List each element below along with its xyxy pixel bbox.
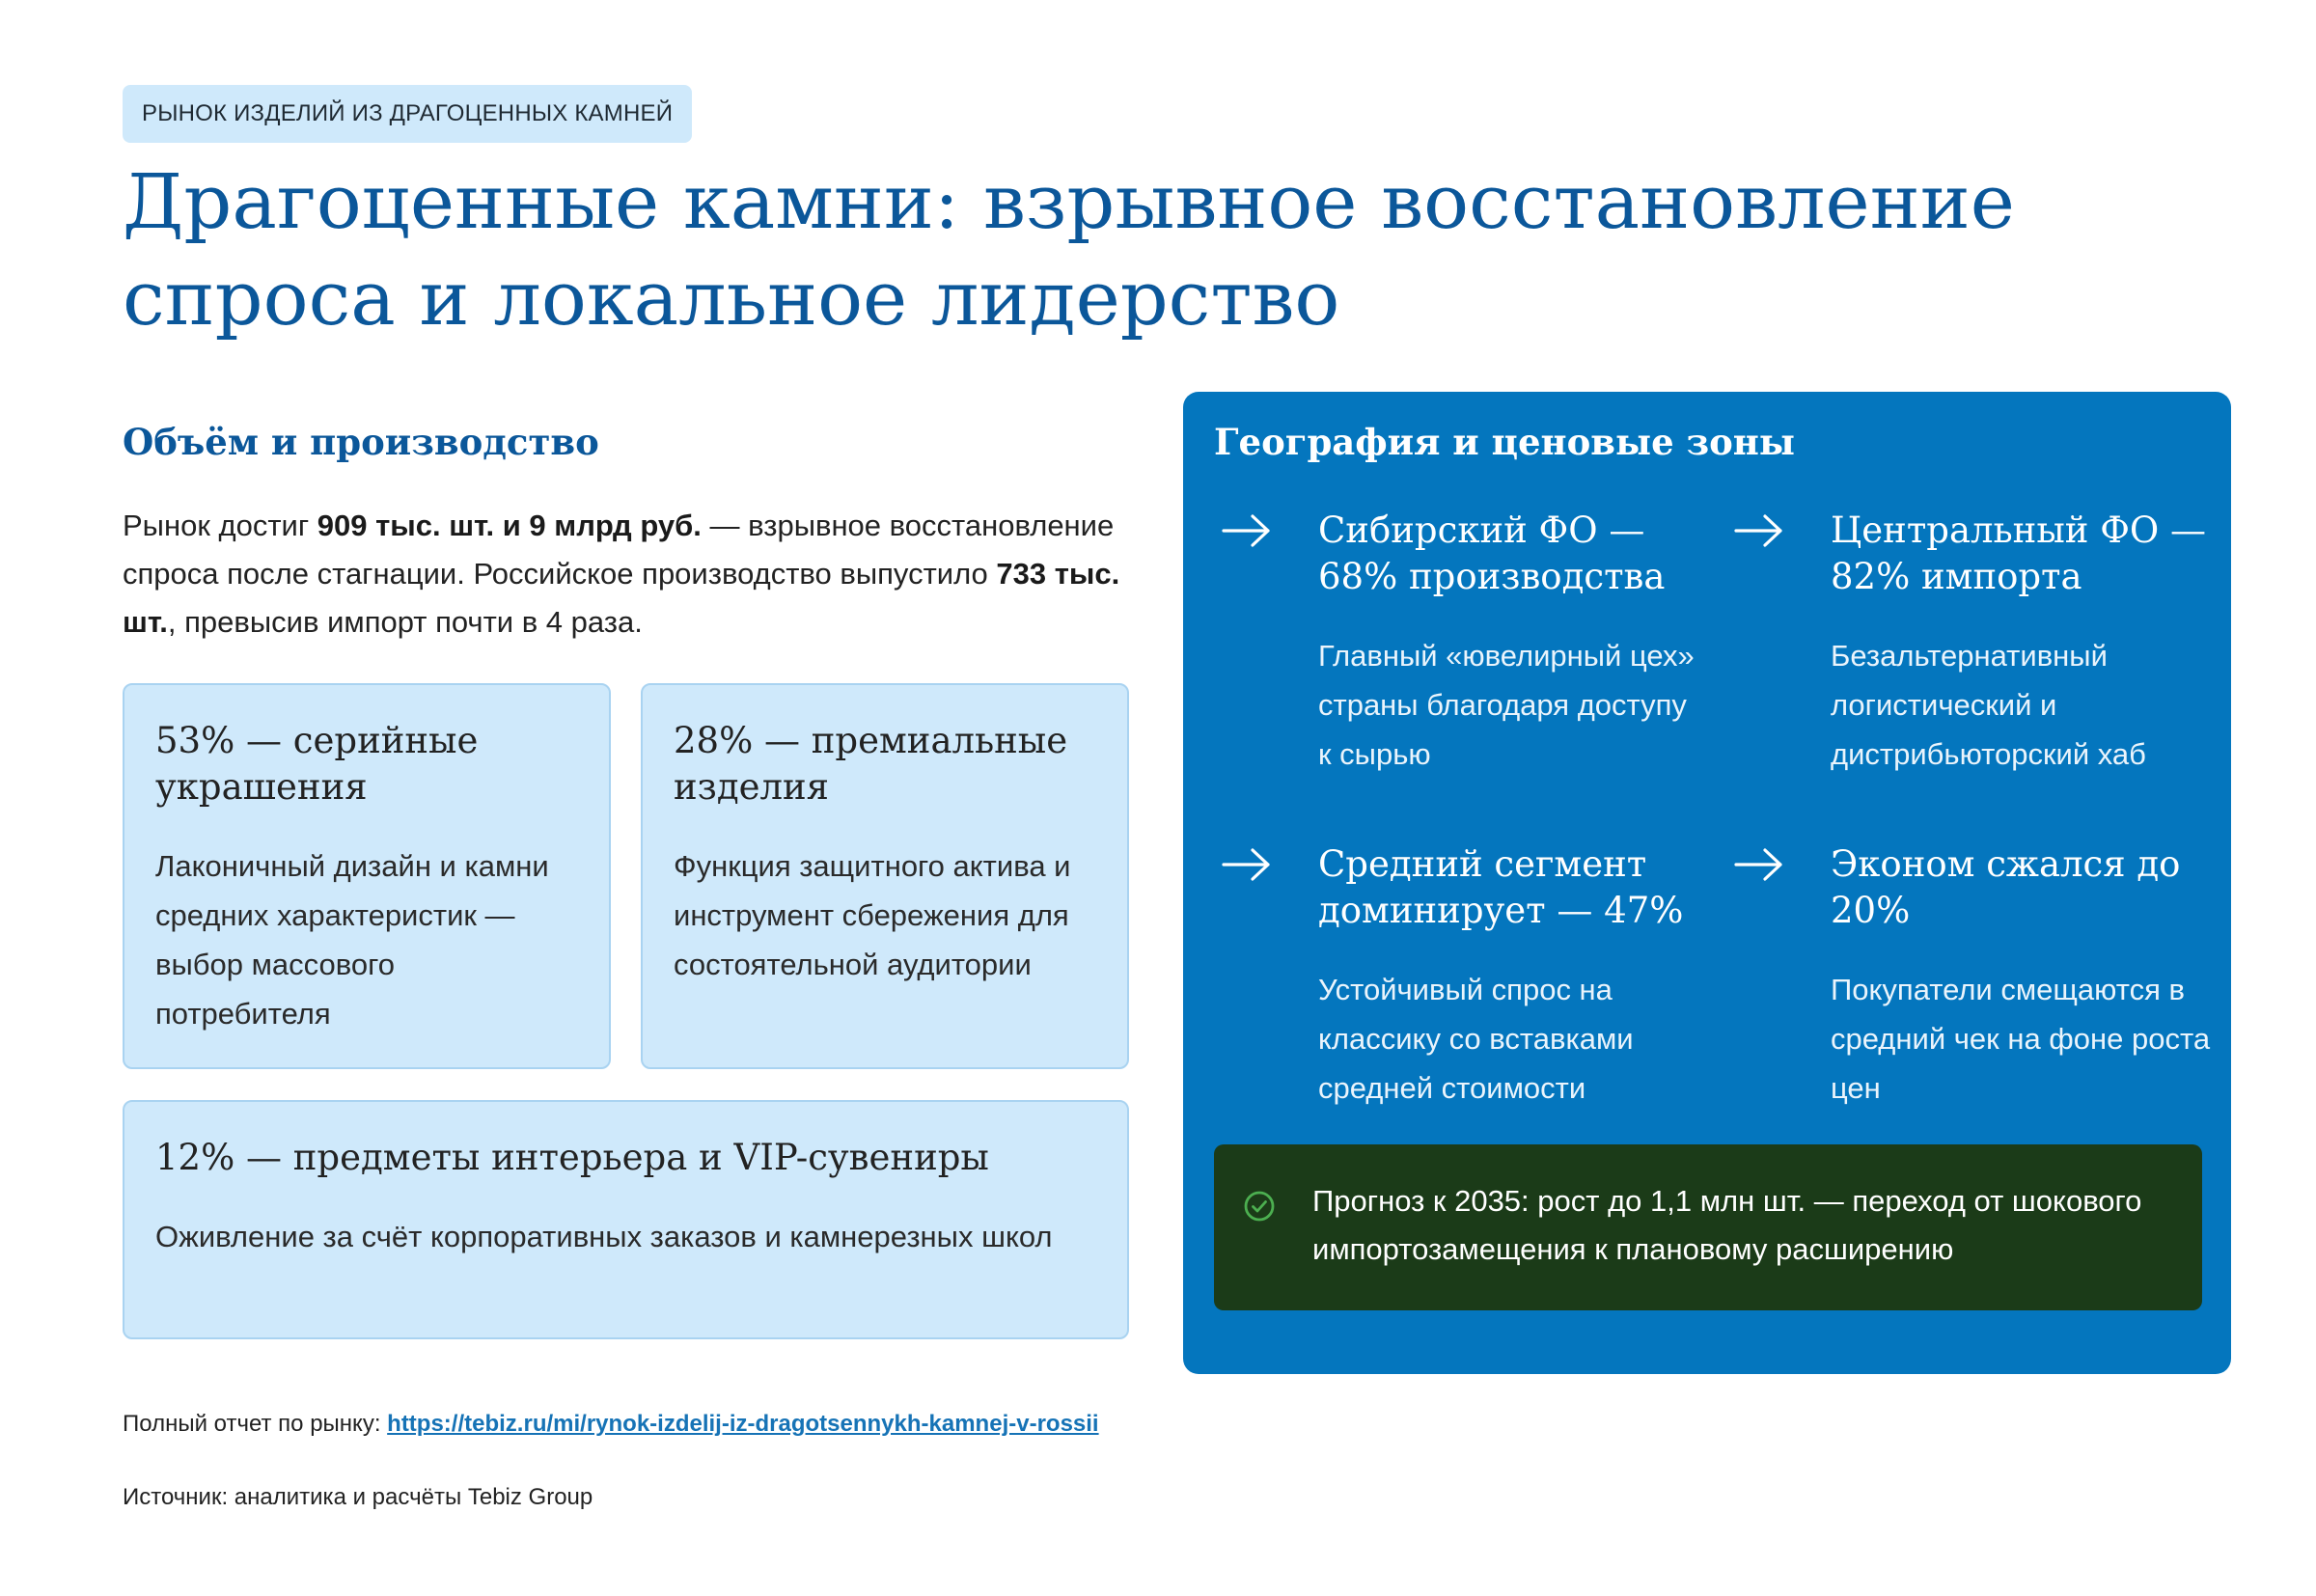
zone-text: Покупатели смещаются в средний чек на фоне роста цен bbox=[1831, 973, 2211, 1105]
zone-text: Устойчивый спрос на классику со вставками средней стоимости bbox=[1318, 973, 1634, 1105]
intro-paragraph bbox=[123, 502, 1145, 647]
arrow-right-icon bbox=[1732, 511, 1786, 550]
zone-text: Главный «ювелирный цех» страны благодаря доступу к сырью bbox=[1318, 639, 1695, 771]
section-tag: РЫНОК ИЗДЕЛИЙ ИЗ ДРАГОЦЕННЫХ КАМНЕЙ bbox=[123, 85, 692, 143]
arrow-right-icon bbox=[1732, 845, 1786, 884]
arrow-right-icon bbox=[1220, 511, 1274, 550]
full-report-label: Полный отчет по рынку: bbox=[123, 1411, 388, 1437]
segment-card-title: 53% — серийные украшения bbox=[155, 720, 479, 808]
page-title-line-1: Драгоценные камни: взрывное восстановление bbox=[123, 159, 2015, 246]
intro-highlight-production: 733 тыс. шт. bbox=[123, 557, 1120, 639]
segment-card-text: Лаконичный дизайн и камни средних характеристик — выбор массового потребителя bbox=[155, 849, 549, 1031]
segment-card-text: Функция защитного актива и инструмент сбережения для состоятельной аудитории bbox=[674, 849, 1071, 981]
zone-title: Средний сегмент доминирует — 47% bbox=[1318, 843, 1684, 931]
forecast-text: Прогноз к 2035: рост до 1,1 млн шт. — переход от шокового импортозамещения к плановому расширению bbox=[1312, 1184, 2142, 1266]
segment-card-title: 12% — предметы интерьера и VIP-сувениры bbox=[155, 1137, 989, 1178]
volume-heading: Объём и производство bbox=[123, 421, 599, 463]
page-title bbox=[123, 154, 2197, 347]
check-circle-icon bbox=[1243, 1190, 1276, 1223]
intro-text-2: — взрывное восстановление спроса после стагнации. Российское производство выпустило bbox=[123, 509, 1115, 591]
full-report-line bbox=[123, 1411, 1099, 1438]
geography-heading: География и ценовые зоны bbox=[1214, 421, 1795, 463]
zone-title: Центральный ФО — 82% импорта bbox=[1831, 509, 2207, 597]
zone-text: Безальтернативный логистический и дистрибьюторский хаб bbox=[1831, 639, 2146, 771]
zone-title: Эконом сжался до 20% bbox=[1831, 843, 2181, 931]
full-report-link[interactable]: https://tebiz.ru/mi/rynok-izdelij-iz-dragotsennykh-kamnej-v-rossii bbox=[387, 1411, 1099, 1437]
segment-card-serial bbox=[123, 683, 611, 1069]
segment-card-interior bbox=[123, 1100, 1129, 1339]
forecast-box bbox=[1214, 1144, 2202, 1310]
intro-text-3: , превысив импорт почти в 4 раза. bbox=[167, 605, 643, 639]
segment-card-premium bbox=[641, 683, 1129, 1069]
segment-card-title: 28% — премиальные изделия bbox=[674, 720, 1068, 808]
page-title-line-2: спроса и локальное лидерство bbox=[123, 256, 1340, 343]
geography-panel bbox=[1183, 392, 2231, 1374]
source-note: Источник: аналитика и расчёты Tebiz Group bbox=[123, 1484, 593, 1510]
intro-text-1: Рынок достиг bbox=[123, 509, 317, 542]
zone-title: Сибирский ФО — 68% производства bbox=[1318, 509, 1666, 597]
intro-highlight-market: 909 тыс. шт. и 9 млрд руб. bbox=[317, 509, 702, 542]
segment-card-text: Оживление за счёт корпоративных заказов и камнерезных школ bbox=[155, 1220, 1053, 1253]
arrow-right-icon bbox=[1220, 845, 1274, 884]
